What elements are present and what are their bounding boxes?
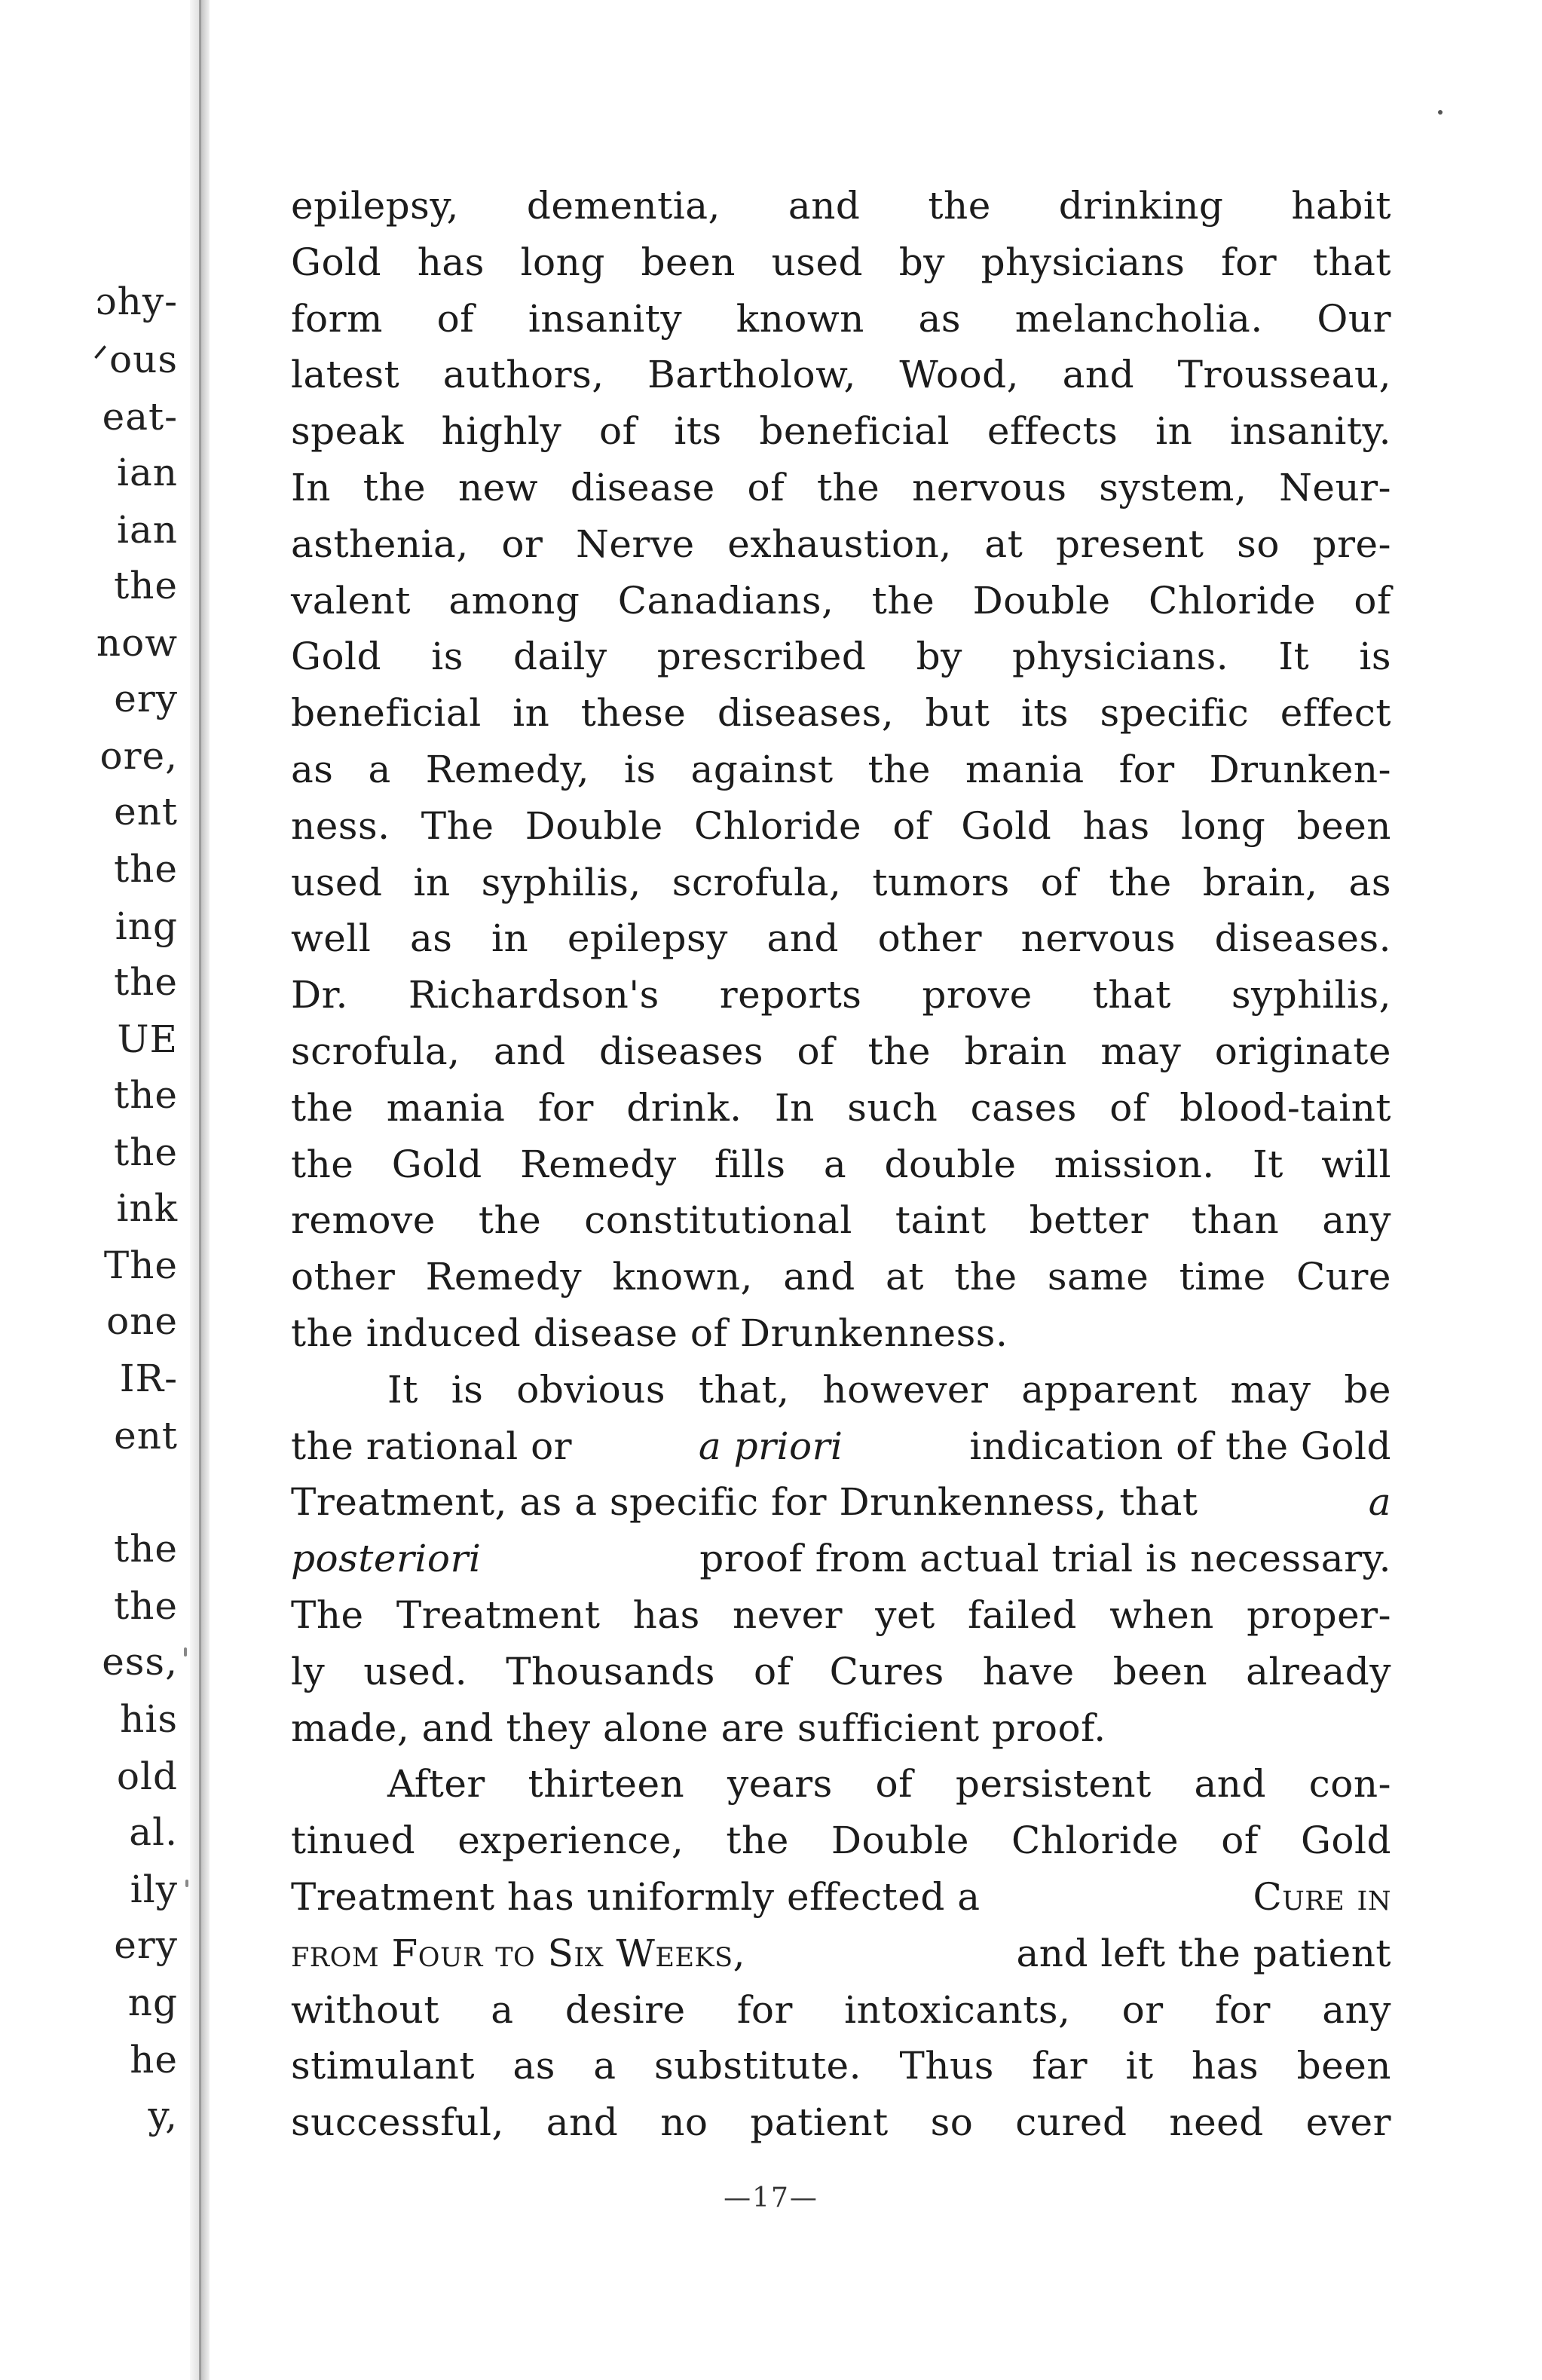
facing-page-word: the — [114, 1130, 178, 1174]
facing-page-word: IR- — [119, 1357, 178, 1400]
text-line — [291, 798, 1391, 855]
text-segment: epilepsy, dementia, and the drinking habit — [291, 184, 1391, 228]
facing-page-word: ery — [114, 1923, 178, 1967]
print-speck — [184, 1647, 187, 1657]
text-segment: form of insanity known as melancholia. Our — [291, 296, 1391, 341]
text-line — [291, 403, 1391, 460]
text-line — [291, 1023, 1391, 1080]
text-segment: ness. The Double Chloride of Gold has long been — [291, 803, 1391, 848]
facing-page-word: ɔhy- — [95, 280, 178, 323]
text-line — [291, 685, 1391, 742]
facing-page-word: one — [106, 1299, 178, 1343]
facing-page-word: y, — [148, 2094, 178, 2137]
text-segment: Cure in — [1253, 1874, 1391, 1919]
text-segment: The Treatment has never yet failed when proper- — [291, 1592, 1391, 1637]
text-segment: a — [1368, 1480, 1391, 1525]
text-line — [291, 1982, 1391, 2039]
text-line — [291, 1080, 1391, 1136]
text-line — [291, 1644, 1391, 1700]
text-segment: posteriori — [291, 1537, 482, 1581]
text-segment: indication of the Gold — [956, 1424, 1391, 1468]
facing-page-word: eat- — [102, 395, 178, 439]
text-segment: without a desire for intoxicants, or for any — [291, 1987, 1391, 2032]
text-segment: successful, and no patient so cured need ever — [291, 2100, 1391, 2145]
text-line — [291, 1305, 1391, 1362]
text-segment: from Four to Six Weeks, — [291, 1931, 746, 1975]
text-segment: asthenia, or Nerve exhaustion, at present so pre- — [291, 522, 1391, 566]
main-text-column — [291, 178, 1391, 2151]
facing-page-word: ᐟous — [92, 338, 178, 381]
text-segment: other Remedy known, and at the same time Cure — [291, 1255, 1391, 1299]
text-segment: Gold is daily prescribed by physicians. It is — [291, 635, 1391, 679]
text-line — [291, 291, 1391, 347]
text-segment: It is obvious that, however apparent may be — [387, 1367, 1391, 1412]
page-number: —17— — [724, 2183, 818, 2213]
text-line — [291, 1249, 1391, 1305]
text-segment: tinued experience, the Double Chloride of Gold — [291, 1819, 1391, 1863]
text-line — [291, 1756, 1391, 1813]
text-line — [291, 573, 1391, 629]
text-segment: the mania for drink. In such cases of blood-taint — [291, 1085, 1391, 1130]
facing-page-word: the — [114, 1073, 178, 1117]
facing-page-word: ent — [114, 1414, 178, 1458]
facing-page-word: ng — [127, 1981, 178, 2024]
text-segment: stimulant as a substitute. Thus far it has been — [291, 2044, 1391, 2088]
facing-page-word: ess, — [102, 1640, 178, 1684]
text-line — [291, 1418, 1391, 1475]
text-line — [291, 516, 1391, 573]
text-segment: the induced disease of Drunkenness. — [291, 1311, 1008, 1355]
facing-page-fragment — [0, 0, 188, 2380]
text-segment: Treatment, as a specific for Drunkenness, that — [291, 1480, 1210, 1525]
facing-page-word: the — [114, 564, 178, 607]
facing-page-word: ing — [115, 904, 178, 948]
text-line — [291, 742, 1391, 798]
text-segment: the Gold Remedy fills a double mission. It will — [291, 1142, 1391, 1186]
facing-page-word: ery — [114, 677, 178, 720]
text-segment: latest authors, Bartholow, Wood, and Trousseau, — [291, 353, 1391, 397]
text-segment: a priori — [698, 1424, 843, 1468]
text-segment: Dr. Richardson's reports prove that syphilis, — [291, 973, 1391, 1017]
text-line — [291, 1136, 1391, 1193]
binding-gutter-line — [199, 0, 201, 2380]
facing-page-word: ian — [116, 508, 178, 552]
text-segment: proof from actual trial is necessary. — [687, 1537, 1391, 1581]
facing-page-word: the — [114, 1584, 178, 1628]
facing-page-word: now — [96, 621, 178, 665]
facing-page-word: his — [120, 1697, 178, 1741]
text-line — [291, 1869, 1391, 1926]
text-segment: the rational or — [291, 1424, 585, 1468]
text-line — [291, 2038, 1391, 2094]
text-segment: used in syphilis, scrofula, tumors of the brain, as — [291, 860, 1391, 904]
text-segment: as a Remedy, is against the mania for Drunken- — [291, 747, 1391, 791]
text-line — [291, 1531, 1391, 1587]
text-line — [291, 2094, 1391, 2151]
text-segment: After thirteen years of persistent and con- — [387, 1762, 1391, 1806]
text-line — [291, 629, 1391, 685]
facing-page-word: the — [114, 847, 178, 891]
text-line — [291, 1362, 1391, 1418]
text-segment: well as in epilepsy and other nervous diseases. — [291, 916, 1391, 961]
text-segment: made, and they alone are sufficient proof. — [291, 1705, 1106, 1750]
text-line — [291, 460, 1391, 516]
facing-page-word: al. — [129, 1810, 178, 1854]
text-line — [291, 1926, 1391, 1982]
print-speck — [185, 1880, 188, 1887]
print-speck — [1438, 110, 1443, 115]
facing-page-word: the — [114, 960, 178, 1004]
facing-page-word: the — [114, 1527, 178, 1571]
facing-page-word: ian — [116, 451, 178, 494]
facing-page-word: ore, — [99, 734, 178, 778]
text-segment: beneficial in these diseases, but its specific effect — [291, 691, 1391, 736]
text-line — [291, 1700, 1391, 1757]
text-segment: remove the constitutional taint better than any — [291, 1198, 1391, 1243]
facing-page-word: ily — [130, 1868, 178, 1911]
text-segment: valent among Canadians, the Double Chloride of — [291, 578, 1391, 623]
text-line — [291, 910, 1391, 967]
text-line — [291, 1474, 1391, 1531]
facing-page-word: The — [103, 1244, 178, 1287]
text-segment: speak highly of its beneficial effects in insanity. — [291, 409, 1391, 454]
facing-page-word: ent — [114, 790, 178, 834]
text-line — [291, 855, 1391, 911]
text-line — [291, 178, 1391, 234]
text-segment: In the new disease of the nervous system, Neur- — [291, 465, 1391, 509]
text-line — [291, 1813, 1391, 1869]
facing-page-word: old — [116, 1754, 178, 1798]
text-line — [291, 347, 1391, 403]
facing-page-word: he — [130, 2038, 178, 2082]
facing-page-word: ink — [116, 1186, 178, 1230]
text-segment: ly used. Thousands of Cures have been already — [291, 1649, 1391, 1693]
text-segment: and left the patient — [1004, 1931, 1391, 1975]
facing-page-word: UE — [117, 1017, 178, 1061]
text-line — [291, 234, 1391, 291]
text-line — [291, 1587, 1391, 1644]
text-segment: Treatment has uniformly effected a — [291, 1874, 993, 1919]
text-line — [291, 1192, 1391, 1249]
text-segment: Gold has long been used by physicians for that — [291, 240, 1391, 284]
text-segment: scrofula, and diseases of the brain may originate — [291, 1029, 1391, 1073]
text-line — [291, 967, 1391, 1023]
